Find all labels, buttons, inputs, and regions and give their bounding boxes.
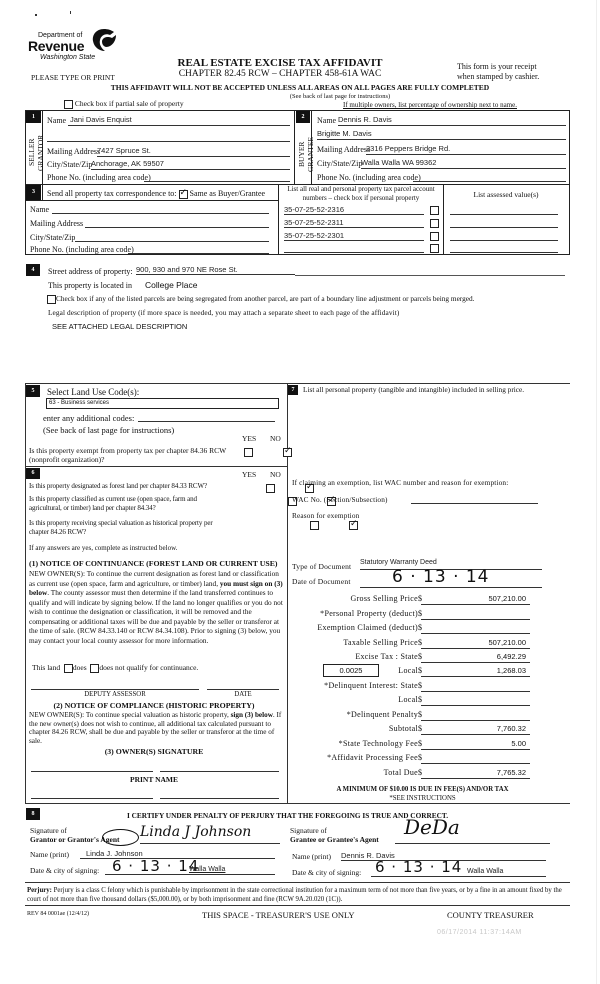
treasurer-use-label: THIS SPACE - TREASURER'S USE ONLY	[202, 910, 355, 920]
tax-row-total	[290, 768, 530, 781]
parcels-divider	[278, 185, 279, 255]
parcel-number-field[interactable]: 35-07-25-52-2316	[284, 205, 424, 215]
grantor-signature: Linda J Johnson	[140, 824, 252, 840]
notice2-bold: sign (3) below	[230, 711, 273, 719]
buyer-phone-field[interactable]	[413, 172, 566, 182]
continuance-row	[32, 663, 198, 673]
date-label: DATE	[234, 691, 252, 698]
assessed-divider	[443, 185, 444, 255]
notice1-pre: NEW OWNER(S): To continue the current designation as forest land or classification as current use (open space, farm and agriculture, or timber) land,	[29, 569, 279, 588]
tax-label: Local	[398, 695, 418, 704]
parcel-personal-checkbox[interactable]	[430, 232, 439, 241]
tax-label: *Delinquent Penalty	[346, 710, 418, 719]
assessed-value-field[interactable]	[450, 218, 558, 228]
scan-speck	[70, 11, 71, 14]
buyer-address-field[interactable]: 3316 Peppers Bridge Rd.	[366, 144, 566, 155]
dollar-sign: $	[418, 594, 422, 603]
parcel-number-field[interactable]: 35-07-25-52-2301	[284, 231, 424, 241]
grantor-name-field[interactable]: Linda J. Johnson	[80, 849, 275, 859]
current-use-question: Is this property classified as current use (open space, farm and agricultural, or timber) land per chapter 84.34?	[29, 495, 197, 512]
tax-row-exemption	[290, 623, 530, 636]
located-label: This property is located in	[48, 281, 132, 290]
personal-property-area[interactable]	[303, 410, 558, 465]
logo-department: Department of	[38, 32, 83, 39]
grantor-city: Walla Walla	[189, 866, 226, 873]
notice1-bold: you must sign on (3) below	[29, 578, 283, 597]
assessed-header: List assessed value(s)	[473, 190, 539, 199]
owner-signature-line-2	[160, 771, 279, 772]
tax-row-processing-fee	[290, 753, 530, 766]
dollar-sign: $	[418, 609, 422, 618]
tax-label: Total Due	[383, 768, 418, 777]
tax-value[interactable]	[421, 623, 530, 634]
seller-side-label	[27, 125, 45, 180]
exempt-question: Is this property exempt from property tax per chapter 84.36 RCW (nonprofit organization)?	[29, 446, 227, 464]
parcel-number-field[interactable]: 35-07-25-52-2311	[284, 218, 424, 228]
agent-circle	[102, 829, 139, 846]
logo-revenue: Revenue	[28, 38, 85, 54]
dollar-sign: $	[418, 666, 422, 675]
rev-number: REV 84 0001ae (12/4/12)	[27, 911, 90, 917]
notice2-body	[29, 711, 285, 745]
notice1-post: . The county assessor must then determine if the land transferred continues to qualify and will indicate by signing below. If the land no longer qualifies or you do not wish to continue the designation or classification, it will be removed and the compensating or additional taxes will be due and payable by the seller or transferor at the time of sale. (RCW 84.33.140 or RCW 84.34.108). Prior to signing (3) below, you may contact your local county assessor for more information.	[29, 588, 283, 645]
receipt-note-2: when stamped by cashier.	[457, 72, 540, 81]
tax-value[interactable]	[421, 609, 530, 620]
doc-type-field[interactable]: Statutory Warranty Deed	[360, 559, 542, 570]
seller-name-label: Name	[47, 116, 67, 125]
section-3-badge-border	[42, 185, 43, 201]
doc-date-handwritten: 6 · 13 · 14	[392, 567, 490, 587]
dollar-sign: $	[418, 753, 422, 762]
dollar-sign: $	[418, 739, 422, 748]
grantor-date-handwritten: 6 · 13 · 14	[112, 857, 200, 875]
notice2-title: (2) NOTICE OF COMPLIANCE (HISTORIC PROPERTY)	[53, 701, 255, 710]
exempt-no-checkbox[interactable]	[283, 448, 292, 457]
legal-label: Legal description of property (if more space is needed, you may attach a separate sheet to each page of the affidavit)	[48, 308, 400, 317]
seller-phone-label: Phone No. (including area code)	[47, 173, 151, 182]
tax-label: *Delinquent Interest: State	[324, 681, 418, 690]
wac-label: WAC No. (Section/Subsection)	[292, 495, 388, 504]
form-chapter: CHAPTER 82.45 RCW – CHAPTER 458-61A WAC	[178, 69, 382, 79]
correspondence-label: Send all property tax correspondence to:	[47, 189, 177, 198]
tax-label: Taxable Selling Price	[343, 638, 418, 647]
partial-sale-label: Check box if partial sale of property	[74, 99, 184, 108]
grantee-date-label: Date & city of signing:	[292, 868, 362, 877]
reason-area[interactable]	[292, 522, 542, 552]
buyer-city-label: City/State/Zip	[317, 159, 363, 168]
buyer-phone-label: Phone No. (including area code)	[317, 173, 421, 182]
tax-row-personal	[290, 609, 530, 622]
seller-city-label: City/State/Zip	[47, 160, 93, 169]
print-name-label: PRINT NAME	[130, 775, 178, 784]
tax-value[interactable]: 507,210.00	[421, 638, 530, 649]
tax-label: Excise Tax : State	[355, 652, 418, 661]
tax-value[interactable]: 507,210.00	[421, 594, 530, 605]
buyer-name-field[interactable]: Dennis R. Davis	[338, 115, 566, 126]
scan-edge	[596, 0, 597, 984]
tax-label: Exemption Claimed (deduct)	[317, 623, 418, 632]
corr-name-label: Name	[30, 205, 50, 214]
footer-top-line	[25, 882, 570, 883]
segregated-row	[47, 294, 474, 304]
grantee-sig-label-1: Signature of	[290, 826, 327, 835]
same-as-buyer-label: Same as Buyer/Grantee	[189, 189, 266, 198]
dor-swirl-icon	[90, 27, 118, 53]
does-not-label: does not qualify for continuance.	[99, 663, 199, 672]
corr-city-field[interactable]	[75, 232, 269, 242]
lower-box-top	[25, 383, 570, 384]
cashier-stamp: 06/17/2014 11:37:14AM	[437, 929, 522, 936]
tax-value[interactable]	[421, 753, 530, 764]
dor-logo	[28, 27, 128, 67]
seller-address-label: Mailing Address	[47, 147, 101, 156]
tax-label: Local	[398, 666, 418, 675]
perjury-notice	[27, 886, 572, 904]
land-use-select[interactable]: 63 - Business services	[46, 398, 279, 409]
grantor-date-label: Date & city of signing:	[30, 866, 100, 875]
section-7-badge: 7	[288, 385, 298, 395]
buyer-grantee-label: BUYER GRANTEE	[297, 137, 315, 172]
seller-grantor-label: SELLER GRANTOR	[27, 134, 45, 171]
section-6-badge: 6	[26, 468, 40, 479]
sec6-top-line	[25, 466, 288, 467]
lower-box-left	[25, 383, 26, 803]
completion-warning: THIS AFFIDAVIT WILL NOT BE ACCEPTED UNLESS ALL AREAS ON ALL PAGES ARE FULLY COMPLETED	[110, 83, 490, 92]
land-use-see-back: (See back of last page for instructions)	[43, 425, 175, 435]
doc-type-label: Type of Document	[292, 562, 352, 571]
dollar-sign: $	[418, 724, 422, 733]
tax-label: *Affidavit Processing Fee	[327, 753, 418, 762]
street-field[interactable]: 900, 930 and 970 NE Rose St.	[136, 265, 295, 275]
assessed-value-field[interactable]	[450, 205, 558, 215]
tax-value[interactable]: 5.00	[421, 739, 530, 750]
section-8-badge: 8	[26, 808, 40, 820]
date-line	[207, 689, 279, 690]
located-value[interactable]: College Place	[145, 280, 198, 290]
designation-yes-header: YES	[242, 470, 257, 479]
see-instructions-note: *SEE INSTRUCTIONS	[389, 795, 456, 802]
perjury-text: Perjury is a class C felony which is punishable by imprisonment in the state correctional institution for a maximum term of not more than five years, or by a fine in an amount fixed by the court of not more than five thousand dollars ($5,000.00), or by both imprisonment and fine (RCW 9A.20.020 (1C)).	[27, 887, 562, 903]
tax-label: *State Technology Fee	[338, 739, 418, 748]
grantee-name-label: Name (print)	[292, 852, 331, 861]
deputy-assessor-label: DEPUTY ASSESSOR	[84, 691, 146, 698]
segregated-label: Check box if any of the listed parcels are being segregated from another parcel, are part of a boundary line adjustment or parcels being merged.	[56, 294, 475, 303]
does-checkbox[interactable]	[64, 664, 73, 673]
tax-label: *Personal Property (deduct)	[320, 609, 418, 618]
grantee-signature: DeDa	[404, 815, 460, 839]
dollar-sign: $	[418, 710, 422, 719]
section-3-badge: 3	[26, 185, 41, 200]
parcel-row	[284, 218, 439, 229]
doc-date-label: Date of Document	[292, 577, 351, 586]
local-rate-field[interactable]: 0.0025	[323, 664, 379, 677]
dollar-sign: $	[418, 681, 422, 690]
section-5-badge: 5	[26, 385, 40, 397]
dollar-sign: $	[418, 623, 422, 632]
corr-phone-field[interactable]	[128, 244, 269, 254]
corr-phone-label: Phone No. (including area code)	[30, 245, 134, 254]
buyer-name-label: Name	[317, 116, 337, 125]
parcel-personal-checkbox[interactable]	[430, 244, 439, 253]
dollar-sign: $	[418, 652, 422, 661]
parcel-personal-checkbox[interactable]	[430, 219, 439, 228]
seller-name2-field[interactable]	[47, 131, 290, 142]
tax-row-delinq-state	[290, 681, 530, 694]
tax-row-subtotal	[290, 724, 530, 737]
notice1-body	[29, 569, 284, 645]
this-land-label: This land	[32, 663, 61, 672]
perjury-label: Perjury:	[27, 887, 52, 894]
seller-city-field[interactable]: Anchorage, AK 59507	[91, 159, 290, 170]
parcel-row	[284, 231, 439, 242]
tax-value[interactable]: 7,765.32	[421, 768, 530, 779]
land-use-no-header: NO	[270, 434, 281, 443]
parcels-header: List all real and personal property tax parcel account numbers – check box if personal property	[287, 185, 435, 202]
land-use-yes-header: YES	[242, 434, 257, 443]
historic-question: Is this property receiving special valuation as historical property per chapter 84.26 RCW?	[29, 519, 213, 536]
exempt-yes-checkbox[interactable]	[244, 448, 253, 457]
street-extend-line	[295, 275, 565, 276]
please-type: PLEASE TYPE OR PRINT	[31, 73, 115, 82]
parcel-row	[284, 243, 439, 254]
additional-codes-label: enter any additional codes:	[43, 413, 135, 423]
assessed-value-field[interactable]	[450, 231, 558, 241]
land-use-label: Select Land Use Code(s):	[47, 387, 140, 397]
seller-name-field[interactable]: Jani Davis Enquist	[68, 115, 290, 126]
grantor-sig-label-1: Signature of	[30, 826, 67, 835]
does-label: does	[72, 663, 87, 672]
forest-yes-checkbox[interactable]	[266, 484, 275, 493]
county-treasurer-label: COUNTY TREASURER	[447, 910, 534, 920]
section-2-badge: 2	[296, 111, 310, 123]
parcel-number-field[interactable]	[284, 243, 424, 253]
tax-value[interactable]	[421, 710, 530, 721]
if-yes-note: If any answers are yes, complete as instructed below.	[29, 544, 178, 552]
partial-sale-checkbox-row[interactable]	[64, 99, 184, 109]
certify-statement: I CERTIFY UNDER PENALTY OF PERJURY THAT THE FOREGOING IS TRUE AND CORRECT.	[127, 811, 449, 820]
legal-description[interactable]: SEE ATTACHED LEGAL DESCRIPTION	[52, 322, 188, 331]
logo-state: Washington State	[40, 54, 96, 61]
street-label: Street address of property:	[48, 267, 133, 276]
grantee-sig-label-2: Grantee or Grantee's Agent	[290, 835, 379, 844]
additional-codes-field[interactable]	[138, 412, 275, 422]
footer-bottom-line	[25, 905, 570, 906]
corr-address-field[interactable]	[85, 218, 269, 228]
forest-question: Is this property designated as forest land per chapter 84.33 RCW?	[29, 482, 207, 490]
buyer-name2-field[interactable]: Brigitte M. Davis	[317, 129, 566, 140]
tax-row-penalty	[290, 710, 530, 723]
owner-signature-label: (3) OWNER(S) SIGNATURE	[104, 747, 204, 756]
tax-row-local	[290, 666, 530, 679]
print-name-line-2	[160, 798, 279, 799]
lower-box-bottom	[25, 803, 570, 804]
tax-label: Gross Selling Price	[350, 594, 418, 603]
dollar-sign: $	[418, 768, 422, 777]
owner-signature-line-1	[31, 771, 153, 772]
seller-phone-field[interactable]	[144, 172, 290, 182]
tax-value[interactable]: 1,268.03	[421, 666, 530, 677]
grantee-name-field[interactable]: Dennis R. Davis	[341, 851, 546, 861]
corr-address-label: Mailing Address	[30, 219, 84, 228]
seller-address-field[interactable]: 7427 Spruce St.	[97, 146, 290, 157]
scan-speck	[35, 14, 37, 16]
deputy-assessor-line	[31, 689, 199, 690]
buyer-address-label: Mailing Address	[317, 145, 371, 154]
buyer-side-label	[297, 127, 315, 182]
partial-sale-checkbox[interactable]	[64, 100, 73, 109]
reason-label: Reason for exemption	[292, 511, 360, 520]
dollar-sign: $	[418, 638, 422, 647]
notice2-pre: NEW OWNER(S): To continue special valuation as historic property,	[29, 711, 231, 719]
assessed-value-field[interactable]	[450, 243, 558, 253]
parcel-personal-checkbox[interactable]	[430, 206, 439, 215]
tax-row-delinq-local	[290, 695, 530, 708]
tax-row-taxable	[290, 638, 530, 651]
tax-value[interactable]: 6,492.29	[421, 652, 530, 663]
exemption-label: If claiming an exemption, list WAC number and reason for exemption:	[292, 478, 509, 487]
personal-property-label: List all personal property (tangible and intangible) included in selling price.	[303, 385, 525, 394]
correspondence-row	[47, 189, 265, 199]
same-as-buyer-checkbox[interactable]	[179, 190, 188, 199]
tax-row-tech-fee	[290, 739, 530, 752]
tax-value[interactable]	[421, 695, 530, 706]
notice1-title: (1) NOTICE OF CONTINUANCE (FOREST LAND OR CURRENT USE)	[29, 559, 278, 568]
multiple-owners-note: If multiple owners, list percentage of ownership next to name.	[343, 101, 517, 109]
form-title: REAL ESTATE EXCISE TAX AFFIDAVIT	[177, 57, 383, 69]
segregated-checkbox[interactable]	[47, 295, 56, 304]
grantee-city: Walla Walla	[467, 868, 504, 875]
corr-city-label: City/State/Zip	[30, 233, 76, 242]
dollar-sign: $	[418, 695, 422, 704]
see-back-note: (See back of last page for instructions)	[289, 93, 391, 100]
designation-no-header: NO	[270, 470, 281, 479]
divider-1-2	[294, 110, 295, 185]
corr-name-field[interactable]	[52, 204, 269, 214]
minimum-due-note: A MINIMUM OF $10.00 IS DUE IN FEE(S) AND/OR TAX	[336, 786, 509, 793]
tax-label: Subtotal	[388, 724, 418, 733]
wac-field[interactable]	[411, 494, 538, 504]
print-name-line-1	[31, 798, 153, 799]
tax-row-gross	[290, 594, 530, 607]
grantor-name-label: Name (print)	[30, 850, 69, 859]
grantee-date-handwritten: 6 · 13 · 14	[375, 858, 463, 876]
section-4-badge: 4	[26, 264, 40, 276]
tax-value[interactable]	[421, 681, 530, 692]
parcel-row	[284, 205, 439, 216]
grantor-sig-label-2: Grantor or Grantor's Agent	[30, 835, 120, 844]
buyer-city-field[interactable]: Walla Walla WA 99362	[361, 158, 566, 169]
receipt-note-1: This form is your receipt	[457, 62, 537, 71]
tax-value[interactable]: 7,760.32	[421, 724, 530, 735]
does-not-checkbox[interactable]	[90, 664, 99, 673]
section-3-top-line	[25, 200, 278, 201]
notice2-post: . If the new owner(s) does not wish to continue, all additional tax calculated pursuant to chapter 84.26 RCW, shall be due and payable by the seller or transferor at the time of sale.	[29, 711, 282, 745]
section-1-badge: 1	[26, 111, 41, 123]
